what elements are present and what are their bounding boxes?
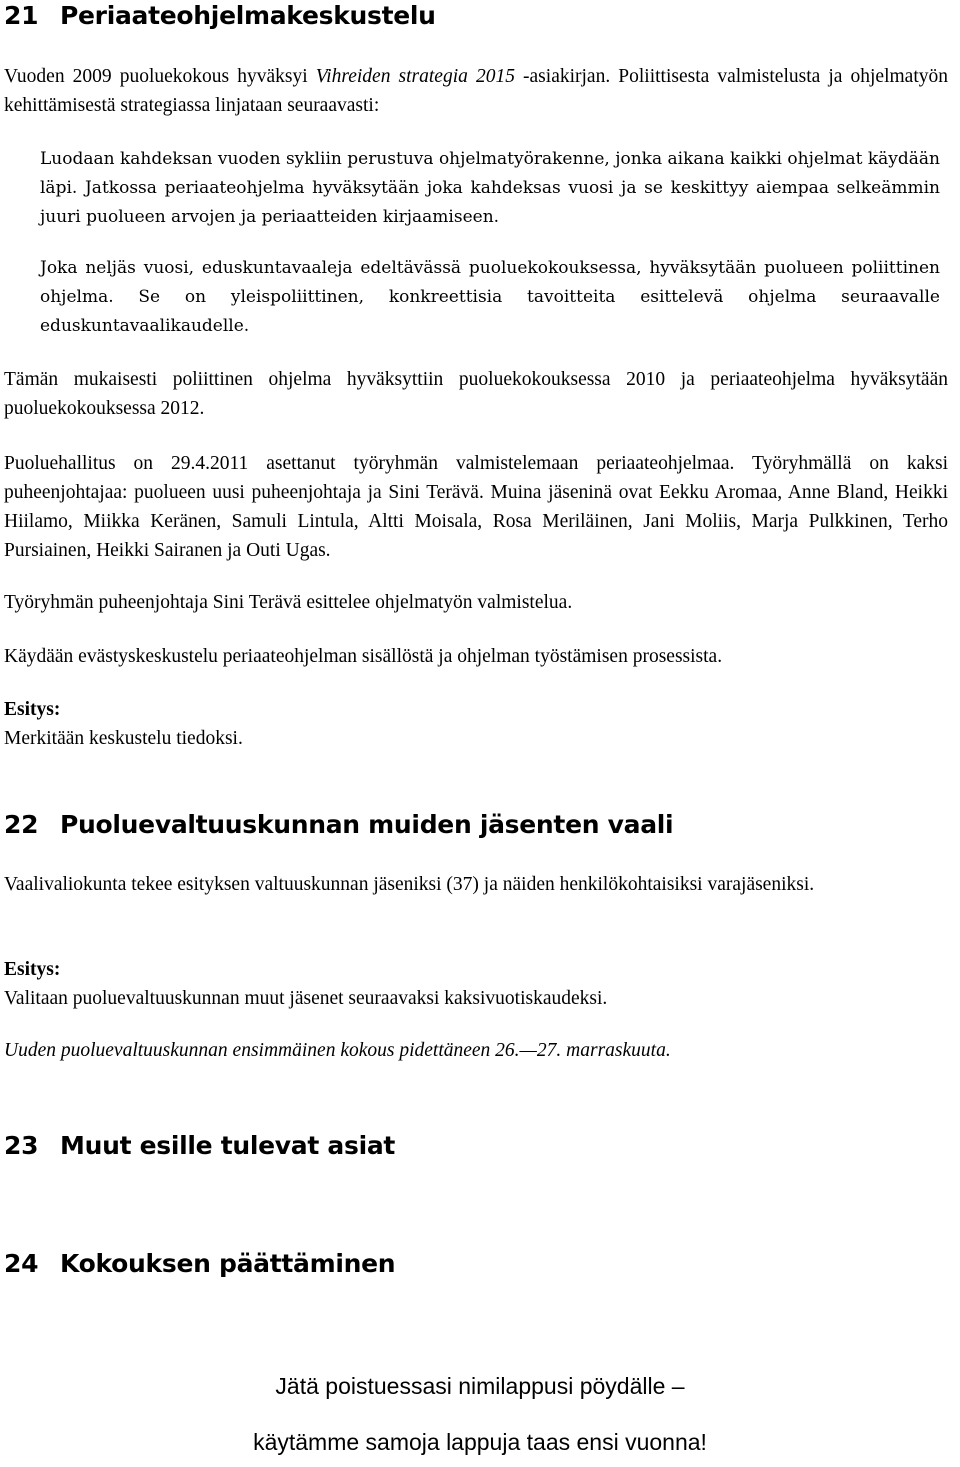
reminder-line-1: Jätä poistuessasi nimilappusi pöydälle – [275,1373,685,1399]
section-number: 23 [4,1131,39,1160]
section-heading-24 [4,1248,395,1280]
reminder-line-2: käytämme samoja lappuja taas ensi vuonna! [253,1429,707,1455]
proposal-label: Esitys: [4,959,61,980]
section-heading-23 [4,1130,395,1162]
meeting-note: Uuden puoluevaltuuskunnan ensimmäinen kokous pidettäneen 26.—27. marraskuuta. [4,1040,671,1061]
strategy-quote-1: Luodaan kahdeksan vuoden sykliin perustuva ohjelmatyörakenne, jonka aikana kaikki ohjelmat käydään läpi. Jatkossa periaateohjelma hyväksytään joka kahdeksas vuosi ja se keskittyy aiempaa selkeämmin juuri puolueen arvojen ja periaatteiden kirjaamiseen. [40,149,940,227]
proposal-block-22 [4,955,948,1013]
paragraph-presentation: Työryhmän puheenjohtaja Sini Terävä esittelee ohjelmatyön valmistelua. [4,592,573,613]
name-tag-reminder [200,1371,760,1457]
intro-text-b: -asiakirjan. Poliittisesta valmistelusta ja ohjelmatyön kehittämisestä strategiassa linjataan seuraavasti: [4,66,948,116]
section-number: 22 [4,810,39,839]
intro-text-a: Vuoden 2009 puoluekokous hyväksyi [4,66,316,87]
proposal-text: Valitaan puoluevaltuuskunnan muut jäsenet seuraavaksi kaksivuotiskaudeksi. [4,988,608,1009]
section-title: Muut esille tulevat asiat [60,1131,396,1160]
proposal-label: Esitys: [4,699,61,720]
paragraph-working-group: Puoluehallitus on 29.4.2011 asettanut työryhmän valmistelemaan periaateohjelmaa. Työryhmällä on kaksi puheenjohtajaa: puolueen uusi puheenjohtaja ja Sini Terävä. Muina jäseninä ovat Eekku Aromaa, Anne Bland, Heikki Hiilamo, Miikka Keränen, Samuli Lintula, Altti Moisala, Rosa Meriläinen, Jani Moliis, Marja Pulkkinen, Terho Pursiainen, Heikki Sairanen ja Outi Ugas. [4,453,948,561]
section-title: Periaateohjelmakeskustelu [60,1,436,30]
intro-paragraph [4,62,948,120]
proposal-text: Merkitään keskustelu tiedoksi. [4,728,243,749]
paragraph-program-schedule: Tämän mukaisesti poliittinen ohjelma hyväksyttiin puoluekokouksessa 2010 ja periaateohjelma hyväksytään puoluekokouksessa 2012. [4,369,948,419]
paragraph-nomination: Vaalivaliokunta tekee esityksen valtuuskunnan jäseniksi (37) ja näiden henkilökohtaisiksi varajäseniksi. [4,874,815,895]
paragraph-discussion: Käydään evästyskeskustelu periaateohjelman sisällöstä ja ohjelman työstämisen prosessista. [4,646,723,667]
section-title: Kokouksen päättäminen [60,1249,396,1278]
section-heading-22 [4,809,673,841]
section-number: 24 [4,1249,39,1278]
strategy-document-title: Vihreiden strategia 2015 [315,66,515,87]
section-number: 21 [4,1,39,30]
section-title: Puoluevaltuuskunnan muiden jäsenten vaali [60,810,674,839]
proposal-block-21 [4,695,948,753]
strategy-quote-2: Joka neljäs vuosi, eduskuntavaaleja edeltävässä puoluekokouksessa, hyväksytään puolueen poliittinen ohjelma. Se on yleispoliittinen, konkreettisia tavoitteita esittelevä ohjelma seuraavalle eduskuntavaalikaudelle. [40,258,940,336]
section-heading-21 [4,0,436,32]
